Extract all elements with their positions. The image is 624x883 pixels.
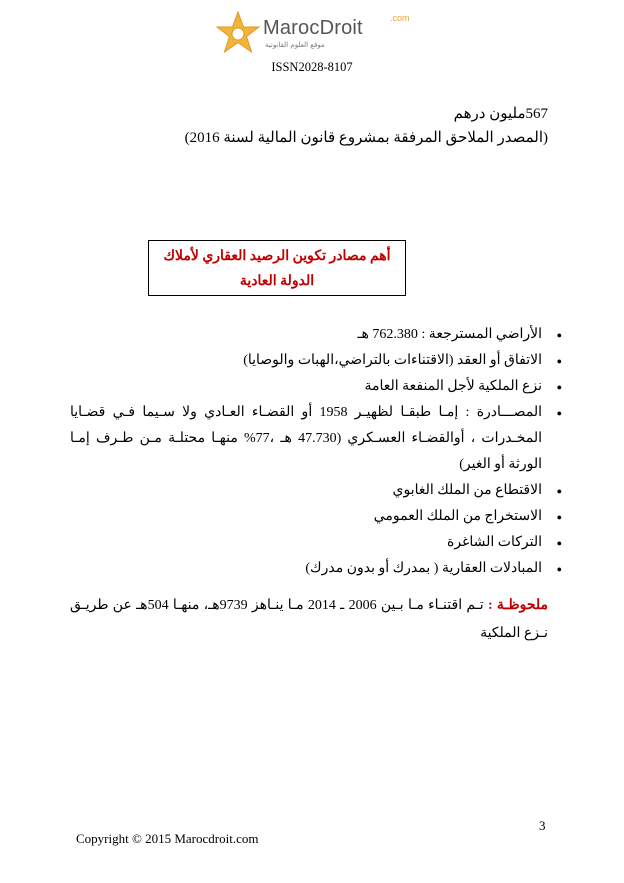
issn-number: ISSN2028-8107	[271, 60, 353, 74]
logo-tagline: موقع العلوم القانونية	[265, 41, 325, 49]
list-item: ● الاتفاق أو العقد (الاقتناءات بالتراضي،الهبات والوصايا)	[70, 348, 564, 374]
marocdroit-logo	[215, 10, 415, 58]
star-logo-icon	[215, 10, 261, 56]
logo-domain: .com	[390, 13, 410, 23]
source-line: (المصدر الملاحق المرفقة بمشروع قانون المالية لسنة 2016)	[184, 130, 548, 146]
list-item: ● المصـــادرة : إمـا طبقـا لظهيـر 1958 أو القضـاء العـادي ولا سـيما فـي قضـايا المخـدرات ، أوالقضـاء العسـكري (47.730 هـ ،77% منهـا محتلـة مـن طـرف إمـا الورثة أو الغير)	[70, 400, 564, 478]
amount-line: 567مليون درهم	[453, 106, 548, 122]
note-label: ملحوظـة :	[487, 598, 549, 613]
logo-wordmark: MarocDroit	[263, 17, 363, 39]
list-item: ● نزع الملكية لأجل المنفعة العامة	[70, 374, 564, 400]
list-item: ● الاستخراج من الملك العمومي	[70, 504, 564, 530]
list-item: ● المبادلات العقارية ( بمدرك أو بدون مدرك)	[70, 556, 564, 582]
list-item: ● التركات الشاغرة	[70, 530, 564, 556]
list-item: ● الأراضي المسترجعة : 762.380 هـ	[70, 322, 564, 348]
page-number: 3	[539, 818, 546, 833]
section-title-box: أهم مصادر تكوين الرصيد العقاري لأملاك الدولة العادية	[148, 240, 406, 296]
note-text: تـم اقتنـاء مـا بـين 2006 ـ 2014 مـا ينـاهز 9739هـ، منهـا 504هـ عن طريـق نـزع الملكية	[70, 598, 548, 641]
list-item: ● الاقتطاع من الملك الغابوي	[70, 478, 564, 504]
sources-list	[70, 322, 564, 582]
copyright-footer: Copyright © 2015 Marocdroit.com	[76, 831, 259, 846]
note-paragraph	[70, 592, 548, 648]
